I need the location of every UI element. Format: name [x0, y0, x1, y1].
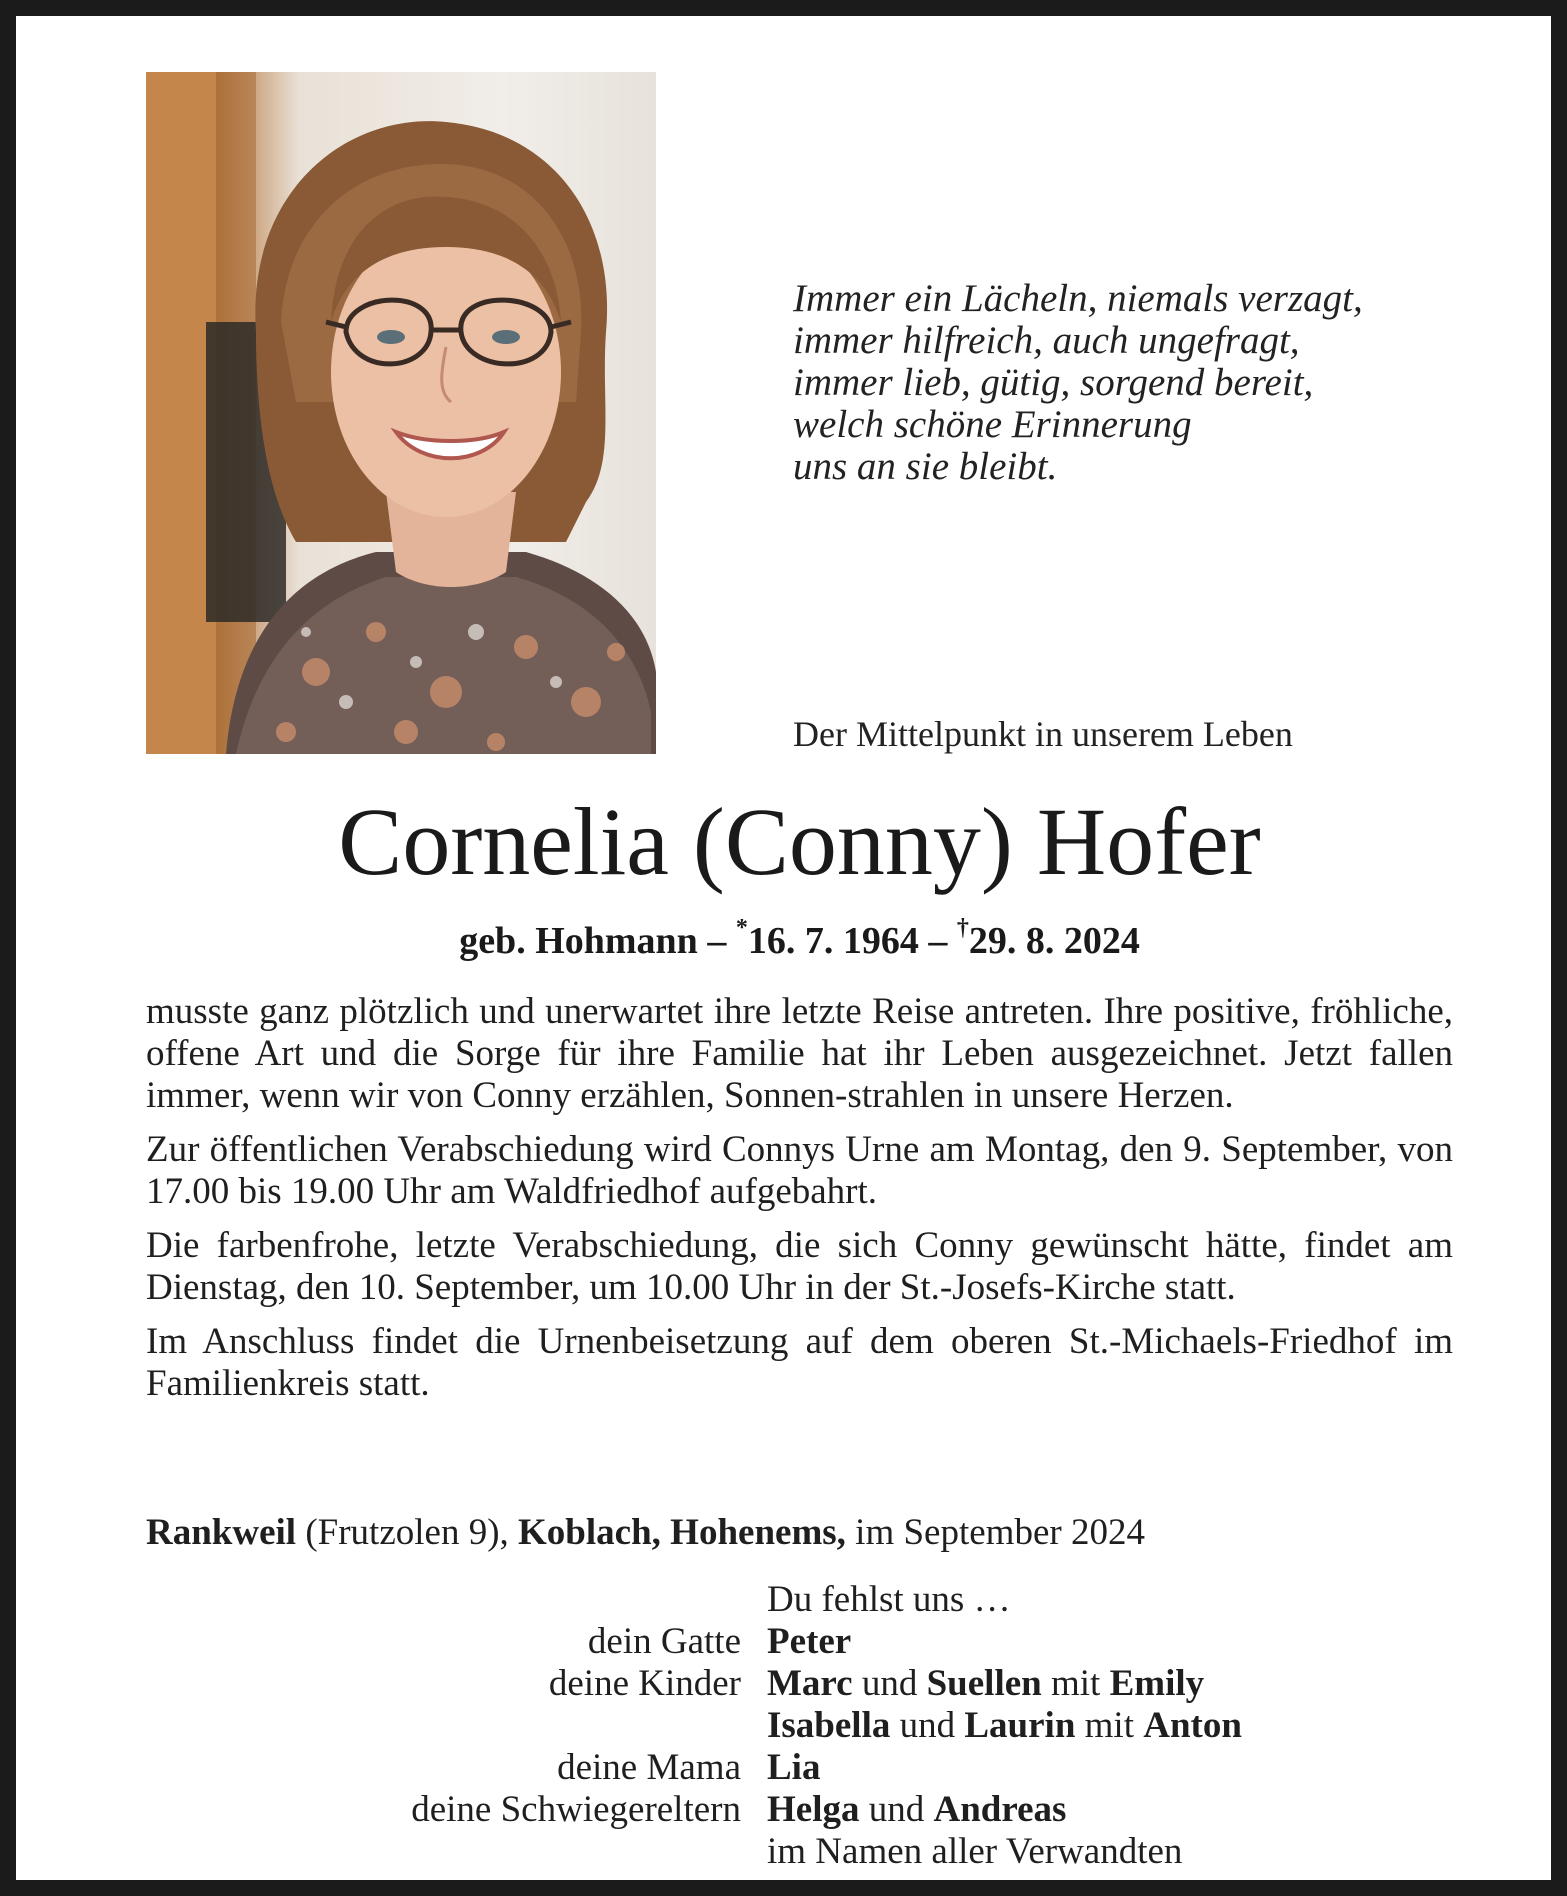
family-row: [316, 1831, 1516, 1873]
poem-line: Immer ein Lächeln, niemals verzagt,: [793, 277, 1363, 320]
poem-line: immer hilfreich, auch ungefragt,: [793, 319, 1300, 362]
closing-line: im Namen aller Verwandten: [767, 1831, 1183, 1872]
relation-label: deine Mama: [557, 1747, 741, 1788]
family-row: [316, 1579, 1516, 1621]
family-name: Anton: [1143, 1705, 1242, 1746]
family-name: Laurin: [964, 1705, 1076, 1746]
family-name: Suellen: [926, 1663, 1042, 1704]
maiden-name: geb. Hohmann: [459, 920, 698, 962]
family-row: [316, 1663, 1516, 1705]
date: im September 2024: [855, 1512, 1145, 1553]
intro-line: Der Mittelpunkt in unserem Leben: [793, 714, 1293, 754]
relation-label: deine Schwiegereltern: [411, 1789, 741, 1830]
poem: [793, 278, 1433, 488]
connector: und: [868, 1789, 925, 1830]
death-symbol: †: [956, 915, 969, 941]
body-paragraph: Zur öffentlichen Verabschiedung wird Connys Urne am Montag, den 9. September, von 17.00 bis 19.00 Uhr am Waldfriedhof aufgebahrt.: [146, 1129, 1453, 1212]
address: (Frutzolen 9),: [305, 1512, 509, 1553]
family-heading: Du fehlst uns …: [767, 1579, 1011, 1620]
birth-date: 16. 7. 1964: [747, 920, 919, 962]
family-name: Andreas: [933, 1789, 1067, 1830]
connector: mit: [1051, 1663, 1101, 1704]
family-row: [316, 1705, 1516, 1747]
life-dates: [16, 915, 1567, 963]
connector: und: [861, 1663, 918, 1704]
poem-line: welch schöne Erinnerung: [793, 403, 1192, 446]
family-name: Emily: [1109, 1663, 1205, 1704]
towns: Koblach, Hohenems,: [518, 1512, 846, 1553]
poem-line: immer lieb, gütig, sorgend bereit,: [793, 361, 1314, 404]
family-row: [316, 1789, 1516, 1831]
town-rankweil: Rankweil: [146, 1512, 297, 1553]
portrait-illustration: [146, 72, 656, 754]
family-name: Lia: [767, 1747, 821, 1788]
place-date-line: [146, 1511, 1145, 1554]
connector: mit: [1084, 1705, 1134, 1746]
family-row: [316, 1621, 1516, 1663]
death-date: 29. 8. 2024: [968, 920, 1140, 962]
notice-body: [146, 991, 1453, 1417]
body-paragraph: Im Anschluss findet die Urnenbeisetzung auf dem oberen St.-Michaels-Friedhof im Familienkreis statt.: [146, 1321, 1453, 1404]
portrait-photo: [146, 72, 656, 754]
relation-label: deine Kinder: [548, 1663, 741, 1704]
relation-label: dein Gatte: [587, 1621, 741, 1662]
poem-line: uns an sie bleibt.: [793, 445, 1058, 488]
family-name: Isabella: [767, 1705, 891, 1746]
family-name: Helga: [767, 1789, 860, 1830]
dash: –: [928, 920, 948, 962]
family-list: [316, 1579, 1516, 1873]
deceased-name: Cornelia (Conny) Hofer: [338, 788, 1261, 895]
family-name: Peter: [767, 1621, 852, 1662]
body-paragraph: musste ganz plötzlich und unerwartet ihre letzte Reise antreten. Ihre positive, fröhliche, offene Art und die Sorge für ihre Familie hat ihr Leben ausgezeichnet. Jetzt fallen immer, wenn wir von Conny erzählen, Sonnen-strahlen in unsere Herzen.: [146, 991, 1453, 1116]
family-row: [316, 1747, 1516, 1789]
connector: und: [899, 1705, 956, 1746]
birth-symbol: *: [735, 915, 748, 941]
family-name: Marc: [767, 1663, 853, 1704]
body-paragraph: Die farbenfrohe, letzte Verabschiedung, die sich Conny gewünscht hätte, findet am Dienstag, den 10. September, um 10.00 Uhr in der St.-Josefs-Kirche statt.: [146, 1225, 1453, 1308]
dash: –: [707, 920, 727, 962]
